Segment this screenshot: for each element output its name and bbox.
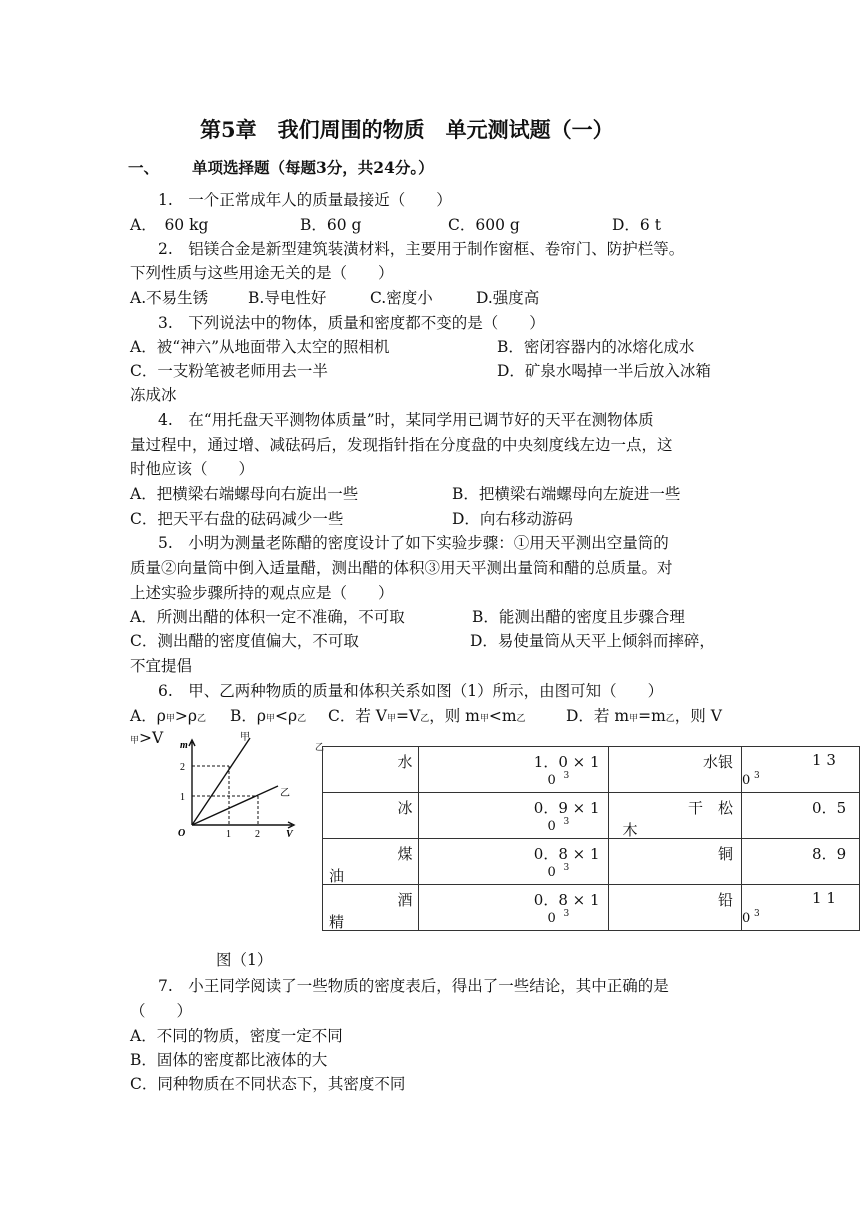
q6-option-d [566,704,722,726]
q6-option-b [230,704,306,726]
q6-c-sub2: 乙 [420,714,430,724]
graph-x1-label: 1 [226,829,231,840]
section-heading: 单项选择题（每题3分，共24分。） [192,158,434,177]
question-5-line1: 5. 小明为测量老陈醋的密度设计了如下实验步骤：①用天平测出空量筒的 [158,534,669,552]
table-cell: 煤 油 [323,839,419,885]
q4-option-d: D．向右移动游码 [452,510,573,528]
q6-c-mid: =V [396,707,421,725]
question-7: 7. 小王同学阅读了一些物质的密度表后，得出了一些结论，其中正确的是 [158,977,669,995]
q6-d-sub2: 乙 [665,714,675,724]
table-cell: 水银 [608,747,742,793]
q3-option-b: B．密闭容器内的冰熔化成水 [497,338,695,356]
q6-d-cont-text: >V [139,729,164,747]
q7-option-a: A．不同的物质，密度一定不同 [130,1027,343,1045]
table-cell: 铅 [608,885,742,931]
graph-yi-label: 乙 [280,788,290,799]
q2-option-a: A.不易生锈 [130,289,209,307]
q4-option-c: C．把天平右盘的砝码减少一些 [130,510,344,528]
question-4-line2: 量过程中，通过增、减砝码后，发现指针指在分度盘的中央刻度线左边一点，这 [130,436,673,454]
question-3: 3. 下列说法中的物体，质量和密度都不变的是（ ） [158,314,545,332]
q5-option-d: D．易使量筒从天平上倾斜而摔碎， [470,632,715,650]
q3-option-a: A．被“神六”从地面带入太空的照相机 [130,338,390,356]
table-cell: 0．8 × 1 0 3 [419,839,608,885]
q6-c-text: C．若 V [328,707,387,725]
question-5-line2: 质量②向量筒中倒入适量醋，测出醋的体积③用天平测出量筒和醋的总质量。对 [130,559,673,577]
question-4-line1: 4. 在“用托盘天平测物体质量”时，某同学用已调节好的天平在测物体质 [158,411,654,429]
q1-option-d: D．6 t [612,216,661,234]
q6-option-a [130,704,206,726]
table-cell: 8．9 [742,839,860,885]
graph-x2-label: 2 [255,829,260,840]
section-number: 一、 [128,158,160,177]
q6-d-text: D．若 m [566,707,630,725]
table-cell: 1．0 × 1 0 3 [419,747,608,793]
q6-a-mid: >ρ [174,707,197,725]
graph-jia-label: 甲 [240,732,250,743]
graph-m-label: m [180,740,188,751]
q6-c-sub3: 甲 [479,714,489,724]
table-row [323,839,860,885]
q6-c-mid3: <m [488,707,517,725]
q5-option-a: A．所测出醋的体积一定不准确，不可取 [130,608,405,626]
q3-option-c: C．一支粉笔被老师用去一半 [130,362,328,380]
table-row [323,747,860,793]
q7-option-c: C．同种物质在不同状态下，其密度不同 [130,1075,406,1093]
q2-option-b: B.导电性好 [248,289,327,307]
question-5-line3: 上述实验步骤所持的观点应是（ ） [130,584,394,602]
question-6: 6. 甲、乙两种物质的质量和体积关系如图（1）所示，由图可知（ ） [158,682,664,700]
q5-option-b: B．能测出醋的密度且步骤合理 [472,608,685,626]
graph-y2-label: 2 [180,762,185,773]
q4-option-a: A．把横梁右端螺母向右旋出一些 [130,485,359,503]
q6-option-c [328,704,526,726]
q3-option-d: D．矿泉水喝掉一半后放入冰箱 [497,362,711,380]
q6-a-sub2: 乙 [196,714,206,724]
table-cell: 1 1 0 3 [742,885,860,931]
question-2-line1: 2. 铝镁合金是新型建筑装潢材料，主要用于制作窗框、卷帘门、防护栏等。 [158,240,685,258]
q1-option-c: C．600 g [448,216,520,234]
q1-option-b: B．60 g [300,216,362,234]
q6-d-mid: =m [638,707,666,725]
q4-option-b: B．把横梁右端螺母向左旋进一些 [452,485,681,503]
table-cell: 0．5 [742,793,860,839]
table-cell: 水 [323,747,419,793]
q6-c-sub4: 乙 [516,714,526,724]
q5-option-c: C．测出醋的密度值偏大，不可取 [130,632,359,650]
question-4-line3: 时他应该（ ） [130,460,255,478]
q5-option-d-cont: 不宜提倡 [130,657,193,675]
q6-d-cont-sub2: 乙 [315,743,325,753]
table-cell: 1 3 0 3 [742,747,860,793]
q6-option-d-cont [130,729,163,747]
q6-d-cont-sub: 甲 [130,736,140,746]
q6-d-sub1: 甲 [629,714,639,724]
table-cell: 0．9 × 1 0 3 [419,793,608,839]
table-row [323,793,860,839]
q6-a-sub1: 甲 [165,714,175,724]
question-2-line2: 下列性质与这些用途无关的是（ ） [130,264,394,282]
q6-b-sub2: 乙 [297,714,307,724]
q6-b-mid: <ρ [275,707,298,725]
question-7-paren: （ ） [130,1002,193,1020]
q6-d-mid2: ，则 V [674,707,722,725]
q3-option-d-cont: 冻成冰 [130,386,177,404]
figure-caption: 图（1） [216,951,273,969]
q2-option-c: C.密度小 [370,289,433,307]
table-cell: 干 松 木 [608,793,742,839]
graph-origin-label: O [178,828,186,839]
question-1: 1. 一个正常成年人的质量最接近（ ） [158,191,452,209]
graph-y1-label: 1 [180,792,185,803]
q1-option-a: A． 60 kg [130,216,209,234]
q6-b-text: B．ρ [230,707,267,725]
page-title: 第5章 我们周围的物质 单元测试题（一） [200,117,614,142]
q7-option-b: B．固体的密度都比液体的大 [130,1051,328,1069]
q6-c-mid2: ，则 m [429,707,480,725]
table-row [323,885,860,931]
table-cell: 酒 精 [323,885,419,931]
q2-option-d: D.强度高 [476,289,540,307]
table-cell: 0．8 × 1 0 3 [419,885,608,931]
table-cell: 冰 [323,793,419,839]
density-table [322,746,860,931]
table-cell: 铜 [608,839,742,885]
graph-v-label: V [286,829,293,840]
q6-a-text: A．ρ [130,707,166,725]
q6-c-sub1: 甲 [386,714,396,724]
mass-volume-graph [170,730,310,840]
q6-b-sub1: 甲 [266,714,276,724]
